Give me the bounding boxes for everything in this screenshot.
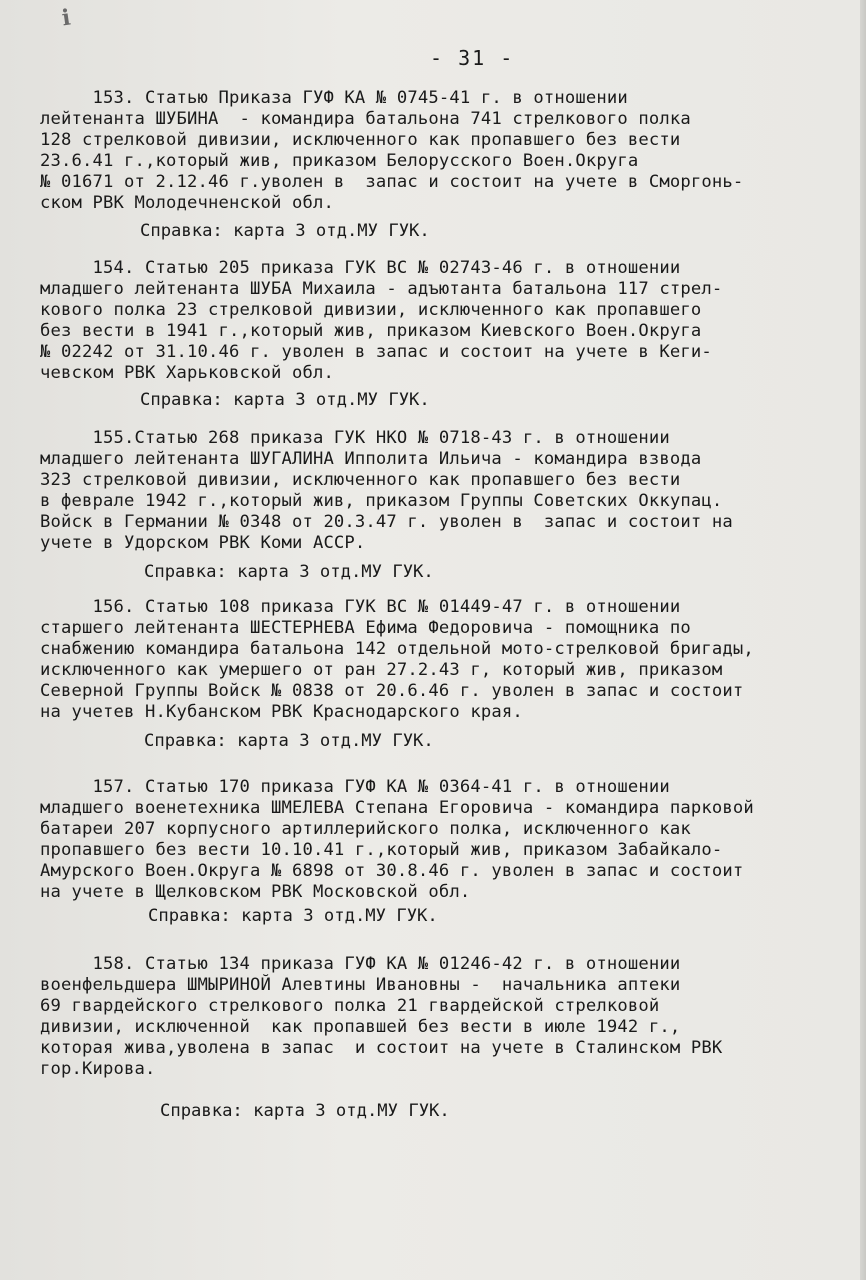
entry-line: № 02242 от 31.10.46 г. уволен в запас и состоит на учете в Кеги- — [40, 342, 712, 362]
entry-line: старшего лейтенанта ШЕСТЕРНЕВА Ефима Федоровича - помощника по — [40, 618, 691, 638]
reference-line: Справка: карта 3 отд.МУ ГУК. — [140, 390, 430, 410]
entry-156 — [40, 597, 830, 723]
entry-line: Северной Группы Войск № 0838 от 20.6.46 г. уволен в запас и состоит — [40, 681, 744, 701]
entry-line: Амурского Воен.Округа № 6898 от 30.8.46 г. уволен в запас и состоит — [40, 861, 744, 881]
reference-line: Справка: карта 3 отд.МУ ГУК. — [160, 1101, 450, 1121]
entry-line: дивизии, исключенной как пропавшей без вести в июле 1942 г., — [40, 1017, 681, 1037]
entry-line: младшего лейтенанта ШУГАЛИНА Ипполита Ильича - командира взвода — [40, 449, 702, 469]
entry-line: ском РВК Молодечненской обл. — [40, 193, 334, 213]
reference-line: Справка: карта 3 отд.МУ ГУК. — [144, 731, 434, 751]
entry-line: 157. Статью 170 приказа ГУФ КА № 0364-41 г. в отношении — [40, 777, 670, 797]
entry-line: на учете в Щелковском РВК Московской обл. — [40, 882, 471, 902]
entry-155 — [40, 428, 830, 554]
entry-line: чевском РВК Харьковской обл. — [40, 363, 334, 383]
entry-line: 155.Статью 268 приказа ГУК НКО № 0718-43 г. в отношении — [40, 428, 670, 448]
entry-line: учете в Удорском РВК Коми АССР. — [40, 533, 366, 553]
entry-line: 23.6.41 г.,который жив, приказом Белорусского Воен.Округа — [40, 151, 639, 171]
entry-line: исключенного как умершего от ран 27.2.43 г, который жив, приказом — [40, 660, 723, 680]
entry-line: лейтенанта ШУБИНА - командира батальона 741 стрелкового полка — [40, 109, 691, 129]
entry-line: пропавшего без вести 10.10.41 г.,который жив, приказом Забайкало- — [40, 840, 723, 860]
pencil-mark: ℹ — [60, 5, 73, 32]
entry-line: военфельдшера ШМЫРИНОЙ Алевтины Ивановны - начальника аптеки — [40, 975, 681, 995]
entry-line: 154. Статью 205 приказа ГУК ВС № 02743-46 г. в отношении — [40, 258, 681, 278]
reference-line: Справка: карта 3 отд.МУ ГУК. — [148, 906, 438, 926]
entry-line: на учетев Н.Кубанском РВК Краснодарского края. — [40, 702, 523, 722]
entry-line: 156. Статью 108 приказа ГУК ВС № 01449-47 г. в отношении — [40, 597, 681, 617]
reference-line: Справка: карта 3 отд.МУ ГУК. — [140, 221, 430, 241]
entry-line: 323 стрелковой дивизии, исключенного как пропавшего без вести — [40, 470, 681, 490]
entry-line: 158. Статью 134 приказа ГУФ КА № 01246-42 г. в отношении — [40, 954, 681, 974]
entry-line: 128 стрелковой дивизии, исключенного как пропавшего без вести — [40, 130, 681, 150]
entry-line: снабжению командира батальона 142 отдельной мото-стрелковой бригады, — [40, 639, 754, 659]
entry-line: младшего лейтенанта ШУБА Михаила - адъютанта батальона 117 стрел- — [40, 279, 723, 299]
entry-line: младшего военетехника ШМЕЛЕВА Степана Егоровича - командира парковой — [40, 798, 754, 818]
entry-line: Войск в Германии № 0348 от 20.3.47 г. уволен в запас и состоит на — [40, 512, 733, 532]
entry-line: № 01671 от 2.12.46 г.уволен в запас и состоит на учете в Сморгонь- — [40, 172, 744, 192]
entry-line: кового полка 23 стрелковой дивизии, исключенного как пропавшего — [40, 300, 702, 320]
entry-line: гор.Кирова. — [40, 1059, 156, 1079]
scan-edge — [860, 0, 866, 1280]
entry-line: которая жива,уволена в запас и состоит на учете в Сталинском РВК — [40, 1038, 723, 1058]
entry-154 — [40, 258, 830, 384]
entry-158 — [40, 954, 830, 1080]
entry-line: 69 гвардейского стрелкового полка 21 гвардейской стрелковой — [40, 996, 660, 1016]
entry-157 — [40, 777, 830, 903]
page-number: - 31 - — [430, 46, 515, 70]
entry-line: в феврале 1942 г.,который жив, приказом Группы Советских Оккупац. — [40, 491, 723, 511]
entry-line: без вести в 1941 г.,который жив, приказом Киевского Воен.Округа — [40, 321, 702, 341]
reference-line: Справка: карта 3 отд.МУ ГУК. — [144, 562, 434, 582]
entry-line: батареи 207 корпусного артиллерийского полка, исключенного как — [40, 819, 691, 839]
entry-line: 153. Статью Приказа ГУФ КА № 0745-41 г. в отношении — [40, 88, 628, 108]
entry-153 — [40, 88, 830, 214]
